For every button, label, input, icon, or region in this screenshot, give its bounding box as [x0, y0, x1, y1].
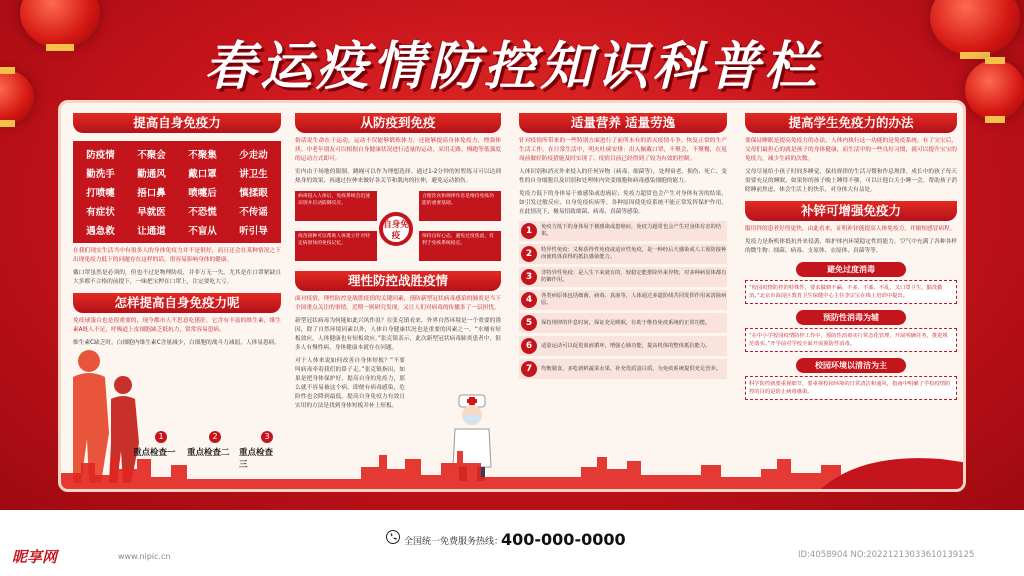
check-number: 1: [155, 431, 167, 443]
hotline-label: 全国统一免费服务热线：: [404, 537, 504, 547]
check-label: 重点检查二: [187, 448, 230, 458]
list-item: [519, 313, 727, 333]
list-item: [519, 267, 727, 287]
list-number: 6: [521, 338, 537, 354]
diagram-box: 疫苗接种可以帮助人体建立针对特定病原体的免疫记忆。: [295, 231, 377, 261]
list-text: 适量运动可以促进血液循环，增强心肺功能，提高机体的整体抵抗能力。: [541, 342, 711, 349]
tip: 不盲从: [188, 226, 217, 237]
paragraph: 服用锌的患者好得更快，由此看来，证明补锌能提高人体免疫力，并缩短感冒病程。: [745, 226, 956, 232]
sub-heading: 避免过度消毒: [796, 262, 906, 277]
immunity-diagram: [295, 191, 501, 265]
paragraph: 对于人体来说如何改善自身体短板？“不要叫病毒牵着我们的鼻子走。”张克镇指出，如果是把身体保护好，提高自身的免疫力，那么就不容易被这个病。即便有病毒感染，危险性也会降到最低。提高自身免疫力有效且实用的方法是找到身体短板并补上短板。: [295, 358, 405, 409]
paragraph: 戴口罩虽然是必须的，但也不过是物理防疫，并非万无一失。尤其是在口罩紧缺且大多都不合格的前提下，一味把宝押在口罩上，注定要吃大亏。: [73, 270, 281, 285]
list-item: [519, 336, 727, 356]
section-heading: 从防疫到免疫: [295, 113, 501, 133]
content-panel: [58, 100, 966, 492]
tip: 防疫情: [86, 150, 115, 161]
tip: 喷嚏后: [188, 188, 217, 199]
tip: 有症状: [86, 207, 115, 218]
list-number: 2: [521, 246, 537, 262]
section-heading: 理性防控战胜疫情: [295, 271, 501, 291]
diagram-box: 保持良好心态，避免过度焦虑，有利于免疫系统稳定。: [419, 231, 501, 261]
paragraph: 免疫力低下的身体易于被感染或患癌症；免疫力超常也会产生对身体有害的结果，如引发过敏反应、自身免疫疾病等。各种原因使免疫系统不能正常发挥保护作用，在此情况下，极易招致细菌、病毒、真菌等感染。: [519, 191, 727, 215]
tip: 不聚会: [137, 150, 166, 161]
paragraph: 人体识别和消灭外来侵入的任何异物（病毒、细菌等），处理衰老、损伤、死亡、变性的自身细胞以及识别和处理体内突变细胞和病毒感染细胞的能力。: [519, 169, 727, 184]
diagram-box: 合理饮食和规律作息是维持免疫功能的重要基础。: [419, 191, 501, 221]
paragraph: 在我们现实生活当中有很多人的身体免疫力并不是很好，而且还会在某种情况之下出现免疫力低下的问题存在这样的话，很容易影响身体的健康。: [73, 248, 281, 263]
tip: 打喷嚏: [86, 188, 115, 199]
list-text: 特异性免疫：又称获得性免疫或适应性免疫，是一种经后天感染或人工预防接种而使机体获得的抵抗感染能力。: [541, 247, 727, 260]
paragraph: 面对疫情，理性防控是战胜疫情的关键因素，预防新型冠状病毒感染的肺炎是当下全国重点关注的事情。近期一则研究发现，又让人们对病毒的传播多了一层担忧。: [295, 296, 501, 311]
tip: 不聚集: [188, 150, 217, 161]
sub-text: 科学防控就要重视细节，要重视校园环境的日常清洁和通风，指南中明确了学校疫情防控的目的是防止病毒感染。: [745, 376, 957, 400]
site-url: www.nipic.cn: [118, 552, 171, 561]
check-label: 重点检查三: [239, 448, 274, 470]
tip: 早就医: [137, 207, 166, 218]
hotline-number: 400-000-0000: [501, 530, 626, 549]
paragraph: 免疫球蛋白也是很重要的，现今都市人不思意吃猪肝，它含有丰富的维生素，维生素A既人不足，呼吸道上皮细胞缺乏抵抗力，常常容易患病。: [73, 318, 281, 333]
list-number: 7: [521, 361, 537, 377]
paragraph: 室内由于场地的限制，跳绳可以作为理想选择。通过1-2分钟的短暂练习可以达到热身的效果，再通过拉伸来做好各关节和肌肉的拉伸，避免运动损伤。: [295, 169, 501, 184]
image-id: ID:4058904 NO:20221213033610139125: [798, 550, 975, 560]
list-item: [519, 290, 727, 310]
list-item: [519, 359, 727, 379]
list-text: 非特异性免疫：是人生下来就有的，较稳定能排除外来异物，对多种病原体都有防御作用。: [541, 270, 727, 283]
paragraph: 维生素C缺乏时，白细胞内维生素C含量减少，白细胞的战斗力减弱，人体易患病。: [73, 340, 281, 346]
list-number: 4: [521, 292, 537, 308]
section-heading: 怎样提高自身免疫力呢: [73, 293, 281, 313]
check-number: 3: [261, 431, 273, 443]
section-heading: 补锌可增强免疫力: [745, 201, 957, 221]
paragraph: 父母尽量给小孩子时间多睡觉，保持规律的生活习惯和作息规律。成长中的孩子每天需要充足的睡眠，如果你的孩子晚上睡得不够，可以让他白天小睡一会。帮助孩子消除睡前焦虑，体会生活上的快乐，对身体大有益处。: [745, 169, 957, 193]
tip: 少走动: [239, 150, 268, 161]
tip: 遇急救: [86, 226, 115, 237]
section-heading: 提高自身免疫力: [73, 113, 281, 133]
tip: 不恐慌: [188, 207, 217, 218]
paragraph: 针对疫情所带来的一些特别方面进行了前所未有的消灭疫情斗争，恢复正常的生产生活工作。在日常生活中，明火吐痰安排：出入佩戴口罩，不聚会，不聚餐，在返岗前做好防疫措施及时实现了。疫情目前已经得到了较为有效的控制。: [519, 138, 727, 162]
check-number: 2: [209, 431, 221, 443]
list-number: 1: [521, 223, 537, 239]
sub-heading: 预防性消毒为辅: [796, 310, 906, 325]
paragraph: 要保证睡眠是提高免疫力的办法，人体内执行这一功能的是免疫系统。有了宝宝后，父母们最担心的就是孩子的身体健康，而生活中的一些良好习惯，就可以提升宝宝的免疫力，减少生病的次数。: [745, 138, 957, 162]
check-label: 重点检查一: [133, 448, 176, 458]
sub-text: “校园疫情防控的特殊性，要求做到不漏、不多、不滥、不乱，又口罩卫生，勤洗勤消。”北京市海淀区教育卫生保健中心主任李宗宝在线上培训中提出。: [745, 280, 957, 304]
tip: 让通道: [137, 226, 166, 237]
list-text: 均衡膳食，多吃新鲜蔬菜水果，补充优质蛋白质，为免疫系统提供充足营养。: [541, 365, 722, 372]
site-logo: 昵享网: [12, 548, 58, 566]
paragraph: 免疫力是指机体抵抗外来侵袭，维护体内环境稳定性的能力。空气中充满了各种各样的微生物：细菌、病毒、支原体、衣原体、真菌等等。: [745, 239, 957, 254]
list-item: [519, 221, 727, 241]
phone-icon: [386, 530, 400, 544]
list-number: 5: [521, 315, 537, 331]
tip: 听引导: [239, 226, 268, 237]
tip: 戴口罩: [188, 169, 217, 180]
diagram-box: 病毒侵入人体后，免疫系统会迅速识别并启动防御反应。: [295, 191, 377, 221]
list-text: 各类病原体包括细菌、病毒、真菌等，人体通过多道防线共同发挥作用来清除病原。: [541, 293, 727, 306]
paragraph: 俗话说生命在于运动，运动不仅能够锻炼体力，还能够提高身体免疫力，增强体质。中老年朋友可以根据自身健康状况进行适量的运动，采用走路、慢跑等低强度的运动方式即可。: [295, 138, 501, 162]
section-heading: 提高学生免疫力的办法: [745, 113, 957, 133]
diagram-center: 自身免疫: [379, 212, 413, 246]
city-skyline-icon: [61, 429, 966, 489]
list-number: 3: [521, 269, 537, 285]
tip: 慎揉眼: [239, 188, 268, 199]
tip: 讲卫生: [239, 169, 268, 180]
tip: 勤通风: [137, 169, 166, 180]
list-text: 保持规律的作息时间，保证充足睡眠，有助于维持免疫系统的正常功能。: [541, 319, 711, 326]
numbered-list: [519, 221, 727, 379]
list-item: [519, 244, 727, 264]
section-heading: 适量营养 适量劳逸: [519, 113, 727, 133]
tips-grid: [73, 141, 281, 243]
tip: 捂口鼻: [137, 188, 166, 199]
sub-heading: 校园环境以清洁为主: [796, 358, 906, 373]
page-title: 春运疫情防控知识科普栏: [203, 37, 820, 97]
list-text: 免疫力低下的身体易于被感染或患癌症，免疫力超常也会产生对身体有害的结果。: [541, 224, 722, 237]
tip: 勤洗手: [86, 169, 115, 180]
paragraph: 新型冠状病毒为何能如此兴风作浪？在张克镇看来，外界自然环境是一个重要的诱因，除了自然环境因素以外，人体自身健康状况也是重要的因素之一。“水桶有短板效应，人体健康也有短板效应。”张克镇表示，此次新型冠状病毒肺炎患者中，很多人有慢性病，身体健康本就存在问题。: [295, 318, 501, 351]
sub-text: “在中小学校园疫情防控工作中，预防性消毒实行常态化管理，开展明确任务，推进规范落实。”开学前对学校全面开展预防性消毒。: [745, 328, 957, 352]
tip: 不传谣: [239, 207, 268, 218]
